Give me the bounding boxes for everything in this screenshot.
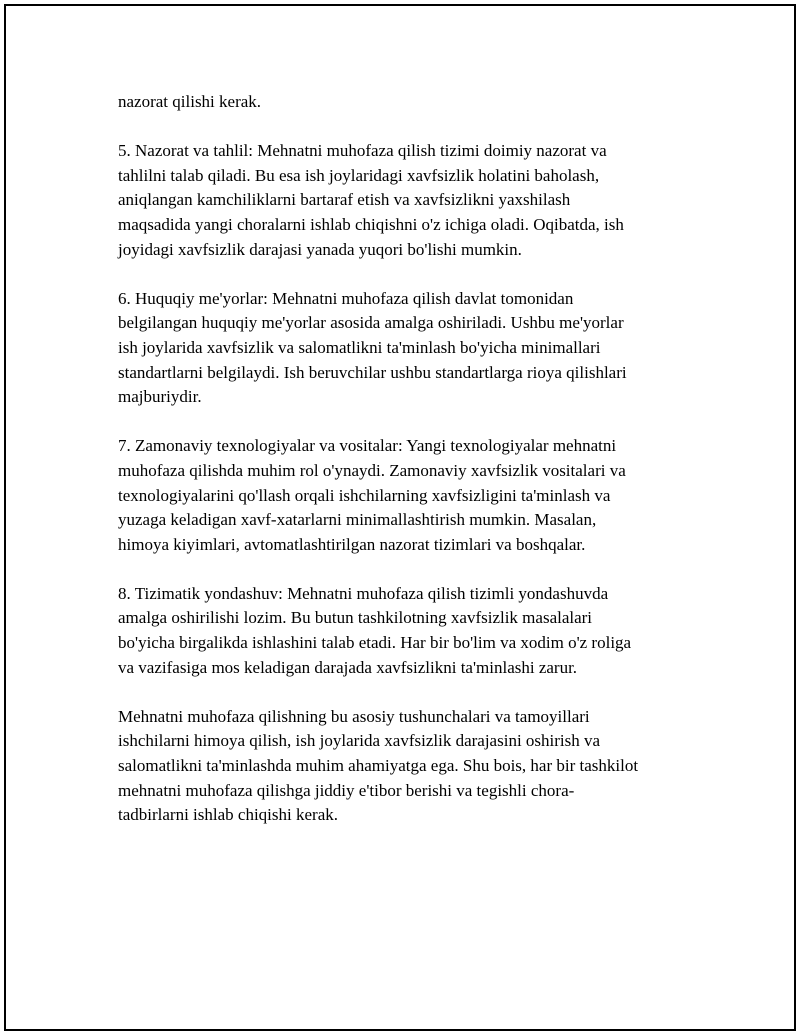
text-line: yuzaga keladigan xavf-xatarlarni minimallashtirish mumkin. Masalan,	[118, 510, 597, 530]
text-line: majburiydir.	[118, 387, 202, 407]
text-line: 7. Zamonaviy texnologiyalar va vositalar: Yangi texnologiyalar mehnatni	[118, 436, 617, 456]
text-line: tadbirlarni ishlab chiqishi kerak.	[118, 805, 338, 825]
paragraph-nazorat-va-tahlil	[118, 139, 688, 262]
text-line: 6. Huquqiy me'yorlar: Mehnatni muhofaza qilish davlat tomonidan	[118, 288, 574, 308]
text-line: ishchilarni himoya qilish, ish joylarida xavfsizlik darajasini oshirish va	[118, 731, 601, 751]
text-line: amalga oshirilishi lozim. Bu butun tashkilotning xavfsizlik masalalari	[118, 608, 593, 628]
paragraph-continuation	[118, 90, 688, 115]
text-line: aniqlangan kamchiliklarni bartaraf etish va xavfsizlikni yaxshilash	[118, 190, 571, 210]
text-line: 8. Tizimatik yondashuv: Mehnatni muhofaza qilish tizimli yondashuvda	[118, 583, 609, 603]
text-line: mehnatni muhofaza qilishga jiddiy e'tibor berishi va tegishli chora-	[118, 780, 575, 800]
text-line: standartlarni belgilaydi. Ish beruvchilar ushbu standartlarga rioya qilishlari	[118, 362, 627, 382]
text-line: muhofaza qilishda muhim rol o'ynaydi. Zamonaviy xavfsizlik vositalari va	[118, 460, 626, 480]
text-line: himoya kiyimlari, avtomatlashtirilgan nazorat tizimlari va boshqalar.	[118, 534, 586, 554]
document-body	[118, 90, 688, 852]
text-line: Mehnatni muhofaza qilishning bu asosiy tushunchalari va tamoyillari	[118, 706, 590, 726]
text-line: salomatlikni ta'minlashda muhim ahamiyatga ega. Shu bois, har bir tashkilot	[118, 756, 639, 776]
text-line: texnologiyalarini qo'llash orqali ishchilarning xavfsizligini ta'minlash va	[118, 485, 611, 505]
paragraph-tizimatik-yondashuv	[118, 582, 688, 680]
text-line: maqsadida yangi choralarni ishlab chiqishni o'z ichiga oladi. Oqibatda, ish	[118, 214, 624, 234]
text-line: nazorat qilishi kerak.	[118, 92, 262, 111]
text-line: tahlilni talab qiladi. Bu esa ish joylaridagi xavfsizlik holatini baholash,	[118, 165, 600, 185]
text-line: bo'yicha birgalikda ishlashini talab etadi. Har bir bo'lim va xodim o'z roliga	[118, 633, 632, 653]
text-line: joyidagi xavfsizlik darajasi yanada yuqori bo'lishi mumkin.	[118, 239, 522, 259]
text-line: va vazifasiga mos keladigan darajada xavfsizlikni ta'minlashi zarur.	[118, 657, 578, 677]
text-line: belgilangan huquqiy me'yorlar asosida amalga oshiriladi. Ushbu me'yorlar	[118, 313, 624, 333]
paragraph-conclusion	[118, 705, 688, 828]
paragraph-huquqiy-meyorlar	[118, 287, 688, 410]
text-line: ish joylarida xavfsizlik va salomatlikni ta'minlash bo'yicha minimallari	[118, 337, 601, 357]
text-line: 5. Nazorat va tahlil: Mehnatni muhofaza qilish tizimi doimiy nazorat va	[118, 141, 607, 161]
paragraph-zamonaviy-texnologiyalar	[118, 434, 688, 557]
